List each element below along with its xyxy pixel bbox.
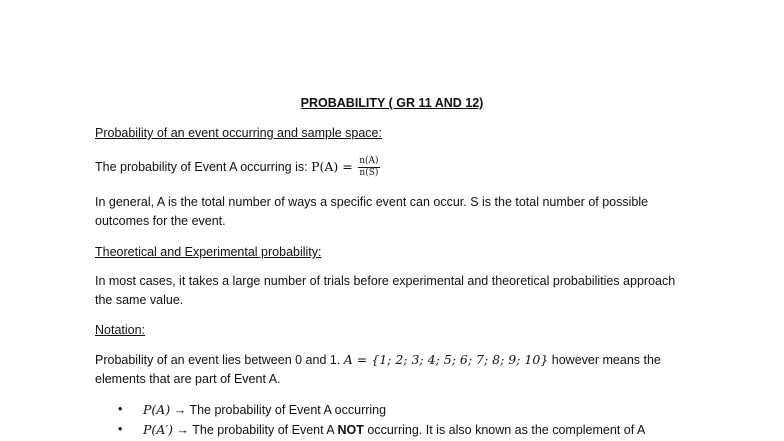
formula-fraction bbox=[358, 156, 379, 179]
heading-text: Theoretical and Experimental probability: bbox=[95, 245, 322, 259]
bullet-text: → The probability of Event A bbox=[176, 423, 335, 437]
formula-lhs: P(A) = bbox=[311, 158, 353, 174]
bullet-text: → The probability of Event A occurring bbox=[173, 403, 387, 417]
formula-line bbox=[95, 156, 695, 179]
bullet-icon: • bbox=[118, 422, 123, 436]
bullet-icon: • bbox=[118, 402, 123, 416]
formula-denominator: n(S) bbox=[359, 168, 379, 178]
set-expression: A = {1; 2; 3; 4; 5; 6; 7; 8; 9; 10} bbox=[343, 352, 549, 367]
section-heading-theoretical bbox=[95, 243, 695, 262]
formula-intro: The probability of Event A occurring is: bbox=[95, 159, 308, 174]
section-heading-notation bbox=[95, 321, 695, 340]
notation-text-after: however means the elements that are part of Event A. bbox=[95, 353, 661, 386]
bullet-emphasis: NOT bbox=[337, 423, 364, 437]
formula-numerator: n(A) bbox=[359, 156, 379, 166]
heading-text: Notation: bbox=[95, 323, 146, 337]
list-item bbox=[118, 400, 758, 420]
bullet-symbol: P(A′) bbox=[143, 422, 174, 437]
notation-bullet-list bbox=[118, 400, 758, 440]
page-title: PROBABILITY ( GR 11 AND 12) bbox=[300, 96, 484, 110]
bullet-text-after: occurring. It is also known as the complement of A bbox=[367, 423, 646, 437]
general-paragraph: In general, A is the total number of ways a specific event can occur. S is the total number of possible outcomes for the event. bbox=[95, 195, 649, 228]
notation-text-before: Probability of an event lies between 0 and 1. bbox=[95, 353, 341, 367]
notation-paragraph bbox=[95, 350, 695, 389]
section-heading-probability bbox=[95, 124, 695, 143]
bullet-symbol: P(A) bbox=[143, 402, 171, 417]
list-item bbox=[118, 420, 758, 440]
heading-text: Probability of an event occurring and sample space: bbox=[95, 126, 382, 140]
trials-paragraph: In most cases, it takes a large number of trials before experimental and theoretical probabilities approach the same value. bbox=[95, 274, 676, 307]
